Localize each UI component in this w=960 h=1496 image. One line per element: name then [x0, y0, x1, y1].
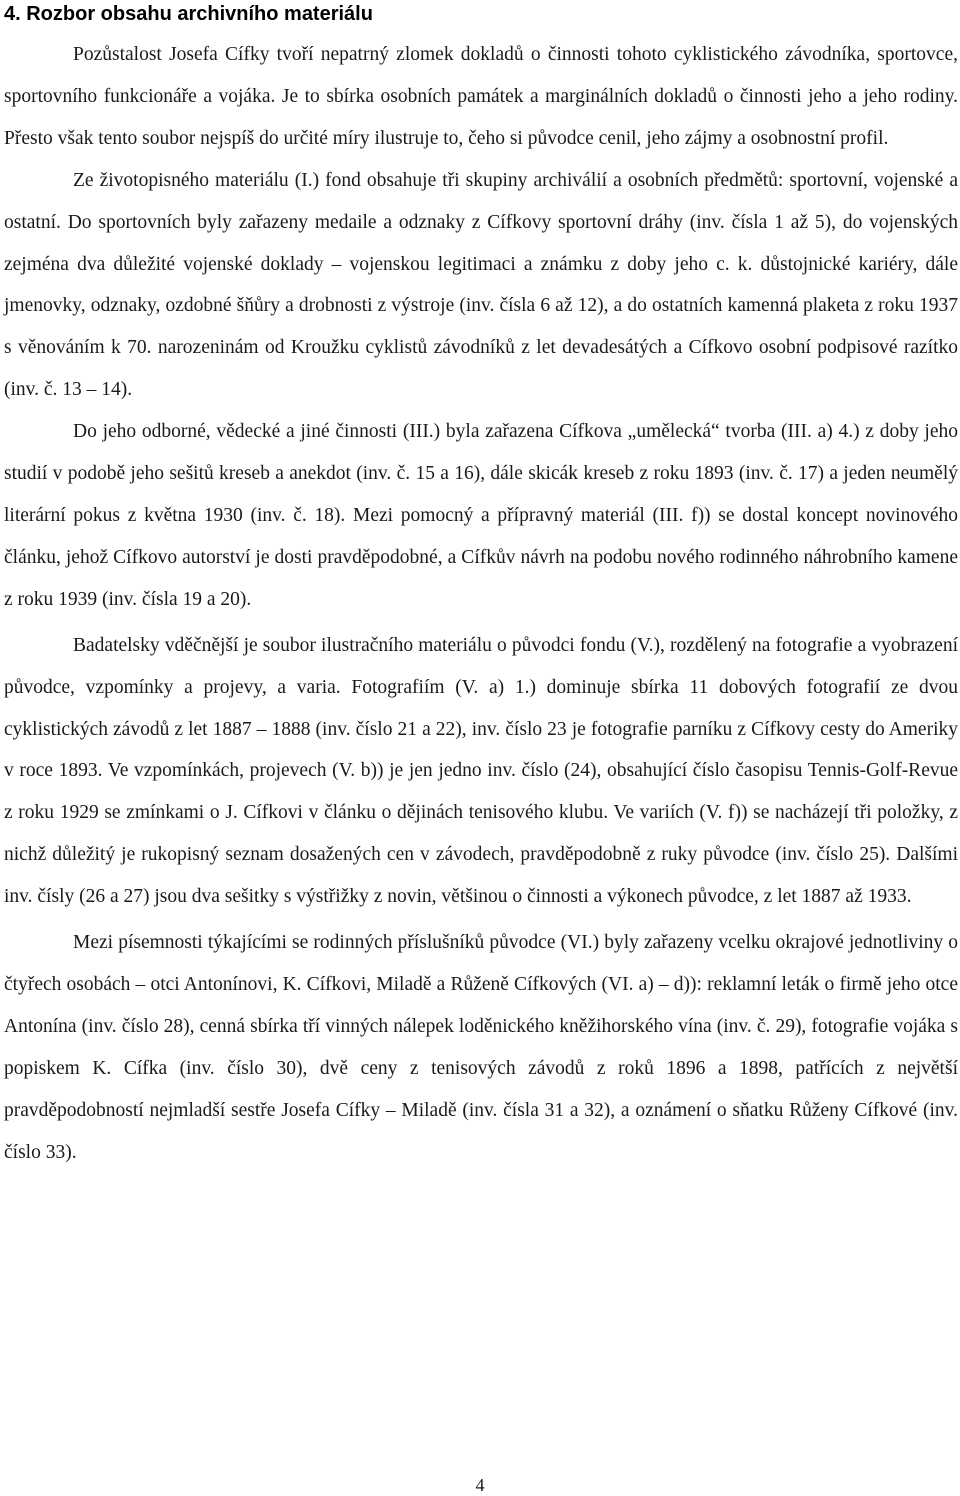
paragraph-1: Pozůstalost Josefa Cífky tvoří nepatrný zlomek dokladů o činnosti tohoto cyklistického závodníka, sportovce, sportovního funkcionáře a vojáka. Je to sbírka osobních památek a marginálních dokladů o činnosti jeho a jeho rodiny. Přesto však tento soubor nejspíš do určité míry ilustruje to, čeho si původce cenil, jeho zájmy a osobnostní profil.: [4, 44, 958, 149]
section-heading: 4. Rozbor obsahu archivního materiálu: [4, 3, 373, 25]
paragraph-4: Badatelsky vděčnější je soubor ilustračního materiálu o původci fondu (V.), rozdělený na fotografie a vyobrazení původce, vzpomínky a projevy, a varia. Fotografiím (V. a) 1.) dominuje sbírka 11 dobových fotografií ze dvou cyklistických závodů z let 1887 – 1888 (inv. číslo 21 a 22), inv. číslo 23 je fotografie parníku z Cífkovy cesty do Ameriky v roce 1893. Ve vzpomínkách, projevech (V. b)) je jen jedno inv. číslo (24), obsahující číslo časopisu Tennis-Golf-Revue z roku 1929 se zmínkami o J. Cífkovi v článku o dějinách tenisového klubu. Ve variích (V. f)) se nacházejí tři položky, z nichž důležitý je rukopisný seznam dosažených cen v závodech, pravděpodobně z ruky původce (inv. číslo 25). Dalšími inv. čísly (26 a 27) jsou dva sešitky s výstřižky z novin, většinou o činnosti a výkonech původce, z let 1887 až 1933.: [4, 634, 958, 908]
body-text: [4, 34, 958, 1173]
page-number: 4: [475, 1475, 485, 1495]
paragraph-3: Do jeho odborné, vědecké a jiné činnosti (III.) byla zařazena Cífkova „umělecká“ tvorba (III. a) 4.) z doby jeho studií v podobě jeho sešitů kreseb a anekdot (inv. č. 15 a 16), dále skicák kreseb z roku 1893 (inv. č. 17) a jeden neumělý literární pokus z května 1930 (inv. č. 18). Mezi pomocný a přípravný materiál (III. f)) se dostal koncept novinového článku, jehož Cífkovo autorství je dosti pravděpodobné, a Cífkův návrh na podobu nového rodinného náhrobního kamene z roku 1939 (inv. čísla 19 a 20).: [4, 421, 958, 610]
paragraph-5: Mezi písemnosti týkajícími se rodinných příslušníků původce (VI.) byly zařazeny vcelku okrajové jednotliviny o čtyřech osobách – otci Antonínovi, K. Cífkovi, Miladě a Růženě Cífkových (VI. a) – d)): reklamní leták o firmě jeho otce Antonína (inv. číslo 28), cenná sbírka tří vinných nálepek loděnického kněžihorského vína (inv. č. 29), fotografie vojáka s popiskem K. Cífka (inv. číslo 30), dvě ceny z tenisových závodů z roků 1896 a 1898, patřících z největší pravděpodobností nejmladší sestře Josefa Cífky – Miladě (inv. čísla 31 a 32), a oznámení o sňatku Růženy Cífkové (inv. číslo 33).: [4, 932, 958, 1163]
paragraph-2: Ze životopisného materiálu (I.) fond obsahuje tři skupiny archiválií a osobních předmětů: sportovní, vojenské a ostatní. Do sportovních byly zařazeny medaile a odznaky z Cífkovy sportovní dráhy (inv. čísla 1 až 5), do vojenských zejména dva důležité vojenské doklady – vojenskou legitimaci a známku z doby jeho c. k. důstojnické kariéry, dále jmenovky, odznaky, ozdobné šňůry a drobnosti z výstroje (inv. čísla 6 až 12), a do ostatních kamenná plaketa z roku 1937 s věnováním k 70. narozeninám od Kroužku cyklistů závodníků z let devadesátých a Cífkovo osobní podpisové razítko (inv. č. 13 – 14).: [4, 169, 958, 401]
